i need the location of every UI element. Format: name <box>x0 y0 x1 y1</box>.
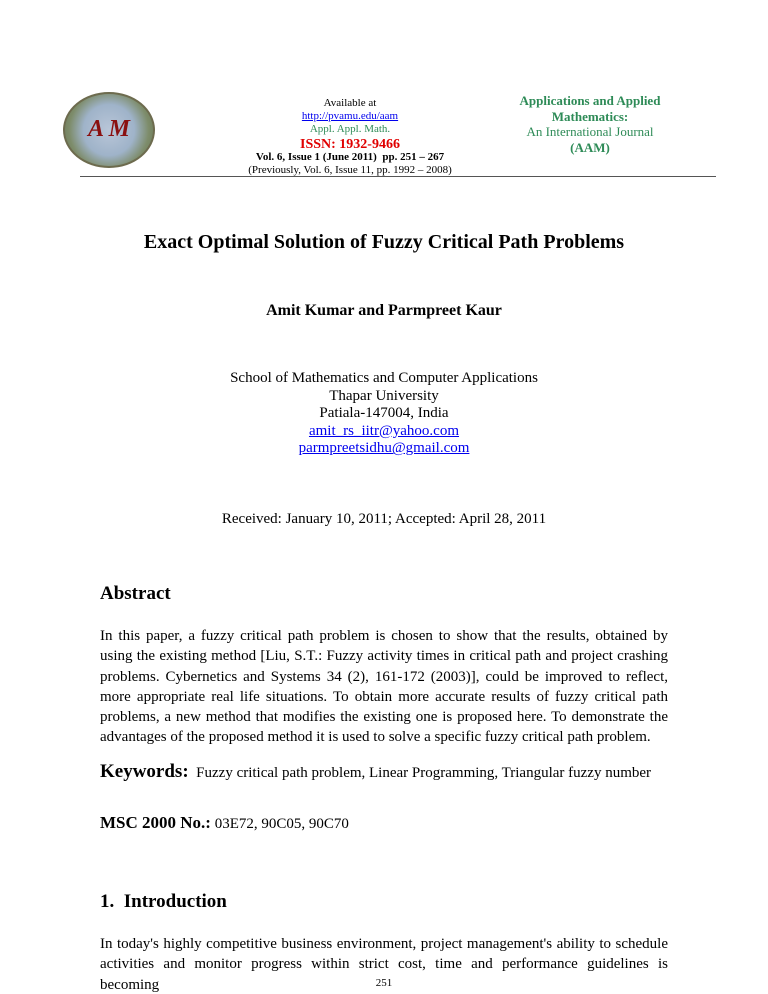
volume-info: Vol. 6, Issue 1 (June 2011) pp. 251 – 267 <box>255 151 445 163</box>
keywords <box>100 761 651 783</box>
availability-block <box>260 97 440 154</box>
keywords-text: Fuzzy critical path problem, Linear Programming, Triangular fuzzy number <box>196 765 652 781</box>
journal-name-2: Mathematics: <box>551 108 629 124</box>
affiliation-block <box>0 370 768 458</box>
journal-logo <box>63 92 155 168</box>
previous-volume: (Previously, Vol. 6, Issue 11, pp. 1992 – 2008) <box>248 164 452 176</box>
volume-block <box>180 151 520 177</box>
header-rule <box>80 176 716 177</box>
issn: ISSN: 1932-9466 <box>300 137 400 152</box>
abstract-heading: Abstract <box>100 583 171 604</box>
journal-name-1: Applications and Applied <box>519 93 661 108</box>
email-link[interactable]: parmpreetsidhu@gmail.com <box>298 440 470 457</box>
affiliation-line: School of Mathematics and Computer Applications <box>230 370 538 386</box>
email-link[interactable]: amit_rs_iitr@yahoo.com <box>308 422 460 439</box>
msc-codes <box>100 813 349 833</box>
authors: Amit Kumar and Parmpreet Kaur <box>266 302 502 319</box>
abstract-text: In this paper, a fuzzy critical path problem is chosen to show that the results, obtained by using the existing method [Liu, S.T.: Fuzzy activity times in critical path and project crashing problems. Cybernetics and Systems 34 (2), 161-172 (2003)], could be improved to reflect, more appropriate real life situations. To obtain more accurate results of fuzzy critical path problems, a new method that modifies the existing one is proposed here. To demonstrate the advantages of the proposed method it is used to solve a specific fuzzy critical path problem. <box>100 628 668 746</box>
msc-label: MSC 2000 No.: <box>100 813 211 832</box>
affiliation-line: Patiala-147004, India <box>319 405 449 422</box>
journal-subtitle: An International Journal <box>526 124 654 139</box>
msc-text: 03E72, 90C05, 90C70 <box>214 816 349 832</box>
paper-title: Exact Optimal Solution of Fuzzy Critical Path Problems <box>143 231 625 253</box>
introduction-heading: 1. Introduction <box>100 891 227 912</box>
journal-acronym: (AAM) <box>570 139 610 155</box>
journal-url-link[interactable]: http://pvamu.edu/aam <box>301 110 399 122</box>
introduction-text: In today's highly competitive business environment, project management's ability to schedule activities and monitor progress within strict cost, time and performance guidelines is becoming <box>100 936 668 993</box>
affiliation-line: Thapar University <box>329 387 439 404</box>
journal-name-block <box>490 93 690 155</box>
logo-text: A M <box>87 116 131 142</box>
received-dates: Received: January 10, 2011; Accepted: April 28, 2011 <box>221 511 547 527</box>
keywords-label: Keywords: <box>100 761 189 782</box>
page-number: 251 <box>375 977 393 989</box>
journal-abbrev: Appl. Appl. Math. <box>309 123 391 135</box>
available-at: Available at <box>323 97 377 109</box>
